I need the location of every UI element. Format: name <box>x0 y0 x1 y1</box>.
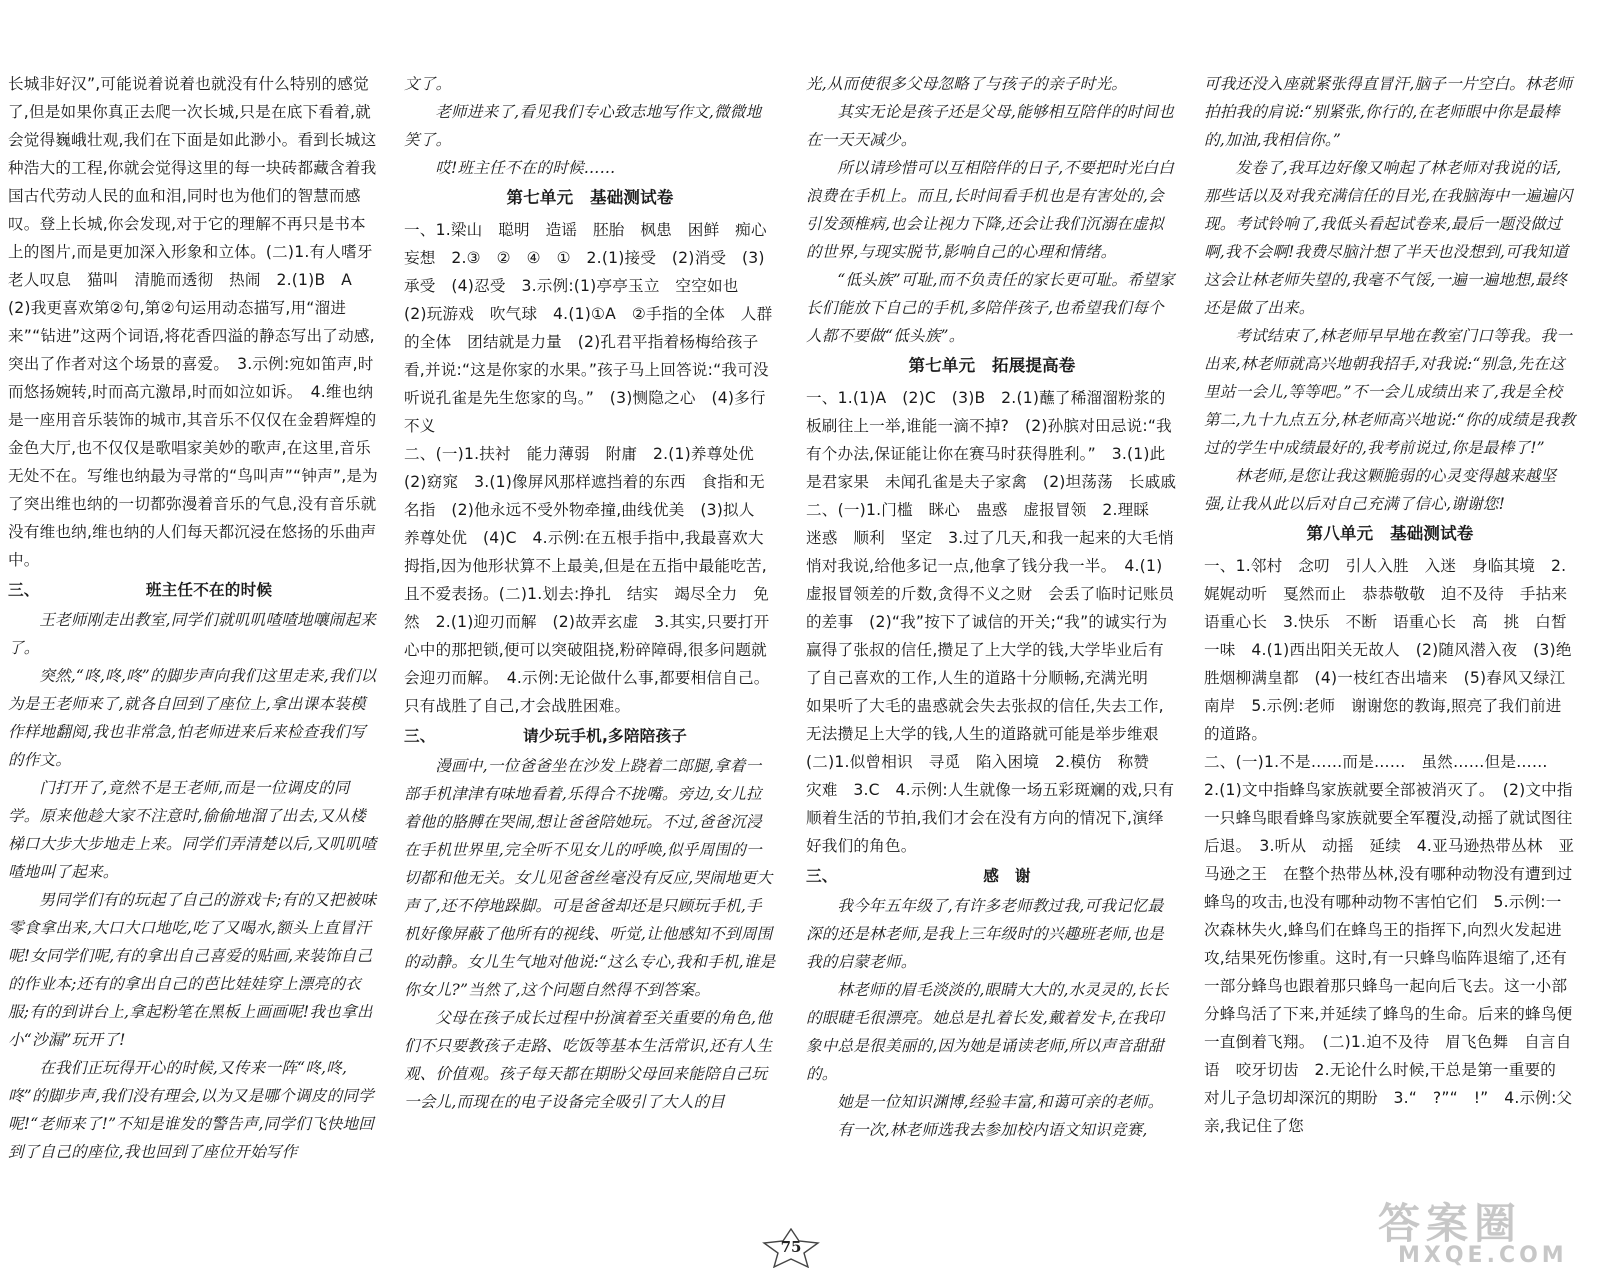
essay-paragraph: 在我们正玩得开心的时候,又传来一阵“咚,咚,咚”的脚步声,我们没有理会,以为又是哪个调皮的同学呢!“老师来了!”不知是谁发的警告声,同学们飞快地回到了自己的座位,我也回到了座位开始写作 <box>8 1059 375 1161</box>
unit-test-heading: 第七单元 拓展提高卷 <box>908 356 1076 375</box>
essay-paragraph: 老师进来了,看见我们专心致志地写作文,微微地笑了。 <box>404 103 762 149</box>
answer-paragraph: 一、1.梁山 聪明 造谣 胚胎 枫患 困鲜 痴心妄想 2.③ ② ④ ① 2.(1)接受 (2)消受 (3)承受 (4)忍受 3.示例:(1)亭亭玉立 空空如也 (2)玩游戏 吹气球 4.(1)①A ②手指的全体 人群的全体 团结就是力量 (2)孔君平指着杨梅给孩子看,并说:“这是你家的水果。”孩子马上回答说:“我可没听说孔雀是先生您家的鸟。” (3)恻隐之心 (4)多行不义 <box>404 221 773 435</box>
unit-test-heading: 第七单元 基础测试卷 <box>506 188 674 207</box>
answer-paragraph: 二、(一)1.门槛 眯心 蛊惑 虚报冒领 2.理睬 迷惑 顺利 坚定 3.过了几天,和我一起来的大毛悄悄对我说,给他多记一点,他拿了钱分我一半。 4.(1)虚报冒领差的斤数,贪得不义之财 会丢了临时记账员的差事 (2)“我”按下了诚信的开关;“我”的诚实行为赢得了张叔的信任,攒足了上大学的钱,大学毕业后有了自己喜欢的工作,人生的道路十分顺畅,充满光明 如果听了大毛的蛊惑就会失去张叔的信任,失去工作,无法攒足上大学的钱,人生的道路就可能是举步维艰 (二)1.似曾相识 寻觅 陷入困境 2.模仿 称赞 灾难 3.C 4.示例:人生就像一场五彩斑斓的戏,只有顺着生活的节拍,我们才会在没有方向的情况下,演绎好我们的角色。 <box>806 501 1175 855</box>
column-3 <box>806 70 1178 1144</box>
essay-title: 班主任不在的时候 <box>145 581 273 599</box>
section-number: 三、 <box>404 727 436 745</box>
essay-paragraph: 门打开了,竟然不是王老师,而是一位调皮的同学。原来他趁大家不注意时,偷偷地溜了出去,又从楼梯口大步大步地走上来。同学们弄清楚以后,又叽叽喳喳地叫了起来。 <box>8 779 377 881</box>
section-heading <box>404 722 776 750</box>
essay-paragraph: 男同学们有的玩起了自己的游戏卡;有的又把被味零食拿出来,大口大口地吃,吃了又喝水,额头上直冒汗呢!女同学们呢,有的拿出自己喜爱的贴画,来装饰自己的作业本;还有的拿出自己的芭比娃娃穿上漂亮的衣服;有的到讲台上,拿起粉笔在黑板上画画呢!我也拿出小“沙漏”玩开了! <box>8 891 377 1049</box>
section-heading <box>806 862 1178 890</box>
answer-paragraph: 二、(一)1.不是……而是…… 虽然……但是…… 2.(1)文中指蜂鸟家族就要全部被消灭了。 (2)文中指一只蜂鸟眼看蜂鸟家族就要全军覆没,动摇了就试图往后退。 3.听从 动摇 延续 4.亚马逊热带丛林 亚马逊之王 在整个热带丛林,没有哪种动物没有遭到过蜂鸟的攻击,也没有哪种动物不害怕它们 5.示例:一次森林失火,蜂鸟们在蜂鸟王的指挥下,向烈火发起进攻,结果死伤惨重。这时,有一只蜂鸟临阵退缩了,还有一部分蜂鸟也跟着那只蜂鸟一起向后飞去。这一小部分蜂鸟活了下来,并延续了蜂鸟的生命。后来的蜂鸟便一直倒着飞翔。 (二)1.迫不及待 眉飞色舞 自言自语 咬牙切齿 2.无论什么时候,干总是第一重要的 对儿子急切却深沉的期盼 3.“ ?”“ !” 4.示例:父亲,我记住了您 <box>1204 753 1575 1135</box>
essay-paragraph: 王老师刚走出教室,同学们就叽叽喳喳地嚷闹起来了。 <box>8 611 377 657</box>
answer-paragraph: 二、(一)1.扶衬 能力薄弱 附庸 2.(1)养尊处优 (2)窈窕 3.(1)像屏风那样遮挡着的东西 食指和无名指 (2)他永远不受外物牵撞,曲线优美 (3)拟人 养尊处优 (4)C 4.示例:在五根手指中,我最喜欢大拇指,因为他形状算不上最美,但是在五指中最能吃苦,且不爱表扬。(二)1.划去:挣扎 结实 竭尽全力 免然 2.(1)迎刃而解 (2)故弄玄虚 3.其实,只要打开心中的那把锁,便可以突破阻挠,粉碎障碍,很多问题就会迎刃而解。 4.示例:无论做什么事,都要相信自己。只有战胜了自己,才会战胜困难。 <box>404 445 771 715</box>
essay-paragraph: 突然,“咚,咚,咚”的脚步声向我们这里走来,我们以为是王老师来了,就各自回到了座位上,拿出课本装模作样地翻阅,我也非常急,怕老师进来后来检查我们写的作文。 <box>8 667 377 769</box>
answer-paragraph: 一、1.邻村 念叨 引人入胜 入迷 身临其境 2.娓娓动听 戛然而止 恭恭敬敬 迫不及待 手拈来 语重心长 3.快乐 不断 语重心长 高 挑 白皙 一味 4.(1)西出阳关无故人 (2)随风潜入夜 (3)绝胜烟柳满皇都 (4)一枝红杏出墙来 (5)春风又绿江南岸 5.示例:老师 谢谢您的教诲,照亮了我们前进的道路。 <box>1204 557 1584 743</box>
essay-paragraph: 文了。 <box>404 75 452 93</box>
essay-paragraph: 所以请珍惜可以互相陪伴的日子,不要把时光白白浪费在手机上。而且,长时间看手机也是有害处的,会引发颈椎病,也会让视力下降,还会让我们沉溺在虚拟的世界,与现实脱节,影响自己的心理和情绪。 <box>806 159 1175 261</box>
page-number-badge <box>760 1228 822 1268</box>
essay-paragraph: 光,从而使很多父母忽略了与孩子的亲子时光。 <box>806 75 1128 93</box>
essay-title: 请少玩手机,多陪陪孩子 <box>522 727 688 745</box>
page-number: 75 <box>780 1238 802 1256</box>
essay-paragraph: 发卷了,我耳边好像又响起了林老师对我说的话,那些话以及对我充满信任的目光,在我脑海中一遍遍闪现。考试铃响了,我低头看起试卷来,最后一题没做过啊,我不会啊!我费尽脑汁想了半天也没想到,可我知道这会让林老师失望的,我毫不气馁,一遍一遍地想,最终还是做了出来。 <box>1204 159 1573 317</box>
essay-paragraph: 有一次,林老师选我去参加校内语文知识竞赛, <box>837 1121 1148 1139</box>
essay-paragraph: 漫画中,一位爸爸坐在沙发上跷着二郎腿,拿着一部手机津津有味地看着,乐得合不拢嘴。旁边,女儿拉着他的胳膊在哭闹,想让爸爸陪她玩。不过,爸爸沉浸在手机世界里,完全听不见女儿的呼唤,似乎周围的一切都和他无关。女儿见爸爸丝毫没有反应,哭闹地更大声了,还不停地跺脚。可是爸爸却还是只顾玩手机,手机好像屏蔽了他所有的视线、听觉,让他感知不到周围的动静。女儿生气地对他说:“这么专心,我和手机,谁是你女儿?”当然了,这个问题自然得不到答案。 <box>404 757 776 999</box>
essay-paragraph: 其实无论是孩子还是父母,能够相互陪伴的时间也在一天天减少。 <box>806 103 1175 149</box>
section-number: 三、 <box>8 581 40 599</box>
unit-test-heading: 第八单元 基础测试卷 <box>1306 524 1474 543</box>
essay-paragraph: 林老师,是您让我这颗脆弱的心灵变得越来越坚强,让我从此以后对自己充满了信心,谢谢您! <box>1204 467 1557 513</box>
answer-paragraph: 一、1.(1)A (2)C (3)B 2.(1)蘸了稀溜溜粉浆的板刷往上一举,谁能一滴不掉? (2)孙膑对田忌说:“我有个办法,保证能让你在赛马时获得胜利。” 3.(1)此是君家果 未闻孔雀是夫子家禽 (2)坦荡荡 长戚戚 <box>806 389 1177 491</box>
section-heading <box>8 576 380 604</box>
essay-paragraph: 考试结束了,林老师早早地在教室门口等我。我一出来,林老师就高兴地朝我招手,对我说:“别急,先在这里站一会儿,等等吧。”不一会儿成绩出来了,我是全校第二,九十九点五分,林老师高兴地说:“你的成绩是我教过的学生中成绩最好的,我考前说过,你是最棒了!” <box>1204 327 1576 457</box>
section-number: 三、 <box>806 867 838 885</box>
essay-paragraph: 林老师的眉毛淡淡的,眼睛大大的,水灵灵的,长长的眼睫毛很漂亮。她总是扎着长发,戴着发卡,在我印象中总是很美丽的,因为她是诵读老师,所以声音甜甜的。 <box>806 981 1169 1083</box>
answer-paragraph: 长城非好汉”,可能说着说着也就没有什么特别的感觉了,但是如果你真正去爬一次长城,只是在底下看着,就会觉得巍峨壮观,我们在下面是如此渺小。看到长城这种浩大的工程,你就会觉得这里的每一块砖都藏含着我国古代劳动人民的血和泪,同时也为他们的智慧而感叹。登上长城,你会发现,对于它的理解不再只是书本上的图片,而是更加深入形象和立体。(二)1.有人嗜牙 老人叹息 猫叫 清脆而透彻 热闹 2.(1)B A (2)我更喜欢第②句,第②句运用动态描写,用“溜进来”“钻进”这两个词语,将花香四溢的静态写出了动感,突出了作者对这个场景的喜爱。 3.示例:宛如笛声,时而悠扬婉转,时而高亢激昂,时而如泣如诉。 4.维也纳是一座用音乐装饰的城市,其音乐不仅仅在金碧辉煌的金色大厅,也不仅仅是歌唱家美妙的歌声,在这里,音乐无处不在。写维也纳最为寻常的“鸟叫声”“钟声”,是为了突出维也纳的一切都弥漫着音乐的气息,没有音乐就没有维也纳,维也纳的人们每天都沉浸在悠扬的乐曲声中。 <box>8 75 389 569</box>
essay-paragraph: “低头族”可耻,而不负责任的家长更可耻。希望家长们能放下自己的手机,多陪伴孩子,也希望我们每个人都不要做“低头族”。 <box>806 271 1175 345</box>
essay-title: 感 谢 <box>983 867 1031 885</box>
essay-paragraph: 父母在孩子成长过程中扮演着至关重要的角色,他们不只要教孩子走路、吃饭等基本生活常识,还有人生观、价值观。孩子每天都在期盼父母回来能陪自己玩一会儿,而现在的电子设备完全吸引了大人的目 <box>404 1009 773 1111</box>
column-4 <box>1204 70 1584 1140</box>
site-watermark <box>1378 1191 1578 1271</box>
watermark-url: MXQE.COM <box>1398 1243 1568 1268</box>
essay-paragraph: 可我还没入座就紧张得直冒汗,脑子一片空白。林老师拍拍我的肩说:“别紧张,你行的,在老师眼中你是最棒的,加油,我相信你。” <box>1204 75 1573 149</box>
watermark-logo-text: 答案圈 <box>1378 1199 1523 1248</box>
column-2 <box>404 70 776 1116</box>
essay-paragraph: 哎!班主任不在的时候…… <box>435 159 616 177</box>
essay-paragraph: 我今年五年级了,有许多老师教过我,可我记忆最深的还是林老师,是我上三年级时的兴趣班老师,也是我的启蒙老师。 <box>806 897 1164 971</box>
essay-paragraph: 她是一位知识渊博,经验丰富,和蔼可亲的老师。 <box>837 1093 1164 1111</box>
column-1 <box>8 70 389 1166</box>
